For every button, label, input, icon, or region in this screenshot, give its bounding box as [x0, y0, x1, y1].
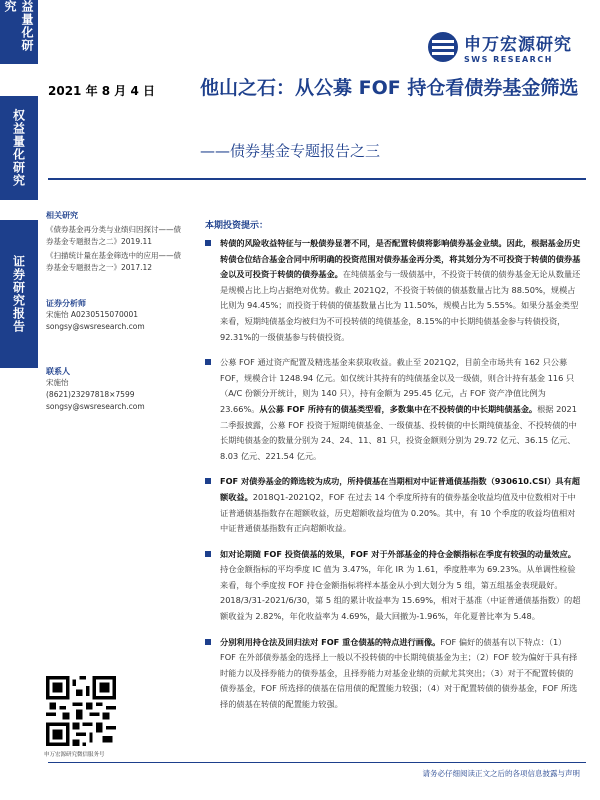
logo-text-cn: 申万宏源研究 — [464, 35, 572, 55]
bullet-text: 在纯债基金与一级债基中，不投资于转债的债券基金无论从数量还是规模占比上均占据绝对优势。截止 2021Q2，不投资于转债的债基数量占比为 88.50%，规模占比则为 94.45%；而投资于转债的债基数量占比为 11.50%，规模占比为 5.55%。如果分基金类型来看，短期纯债基金均被归为不可投转债的纯债基金，8.15%的中长期纯债基金参与转债投资，92.31%的一级债基参与转债投资。 — [220, 269, 581, 342]
bullet-square-icon — [205, 551, 211, 557]
report-subtitle: ——债券基金专题报告之三 — [200, 142, 381, 160]
report-date: 2021 年 8 月 4 日 — [48, 84, 155, 98]
bullet-text: 根据 2021 二季报披露，公募 FOF 投资于短期纯债基金、一级债基、投转债的中长期纯债基金、不投转债的中长期纯债基金的数量分别为 24、24、11、81 只，投资金额则分别为 29.72 亿元、36.15 亿元、8.03 亿元、221.54 亿元。 — [220, 403, 577, 461]
bullet-bold: FOF 对债券基金的筛选较为成功，所持债基在当期相对中证普通债基指数（930610.CSI）具有超额收益。 — [220, 476, 580, 502]
contact-email[interactable]: songsy@swsresearch.com — [46, 402, 145, 411]
contact-phone: (8621)23297818×7599 — [46, 390, 135, 399]
sidebar-tab-securities-report: 证券研究报告 — [0, 220, 38, 368]
list-item — [205, 547, 581, 625]
list-item — [205, 355, 581, 464]
qr-code-icon[interactable] — [46, 676, 116, 746]
sws-logo-icon — [428, 32, 458, 62]
bullet-text: 公募 FOF 通过资产配置及精选基金来获取收益。截止至 2021Q2，目前全市场共有 162 只公募 FOF，规模合计 1248.94 亿元。如仅统计其持有的纯债基金以及一级债，则合计持有基金 116 只（A/C 份额分开统计，则为 140 只），持有金额为 295.45 亿元，占 FOF 资产净值比例为 23.66%。 — [220, 357, 575, 414]
bullet-text: 持仓金额指标的平均季度 IC 值为 3.47%，年化 IR 为 1.61，季度胜率为 69.23%。从单调性检验来看，每个季度按 FOF 持仓金额指标将样本基金从小到大划分为 5 组，第五组基金表现最好。2018/3/31-2021/6/30，第 5 组的累计收益率为 15.69%，相对于基准（中证普通债基指数）的超额收益为 2.82%，年化收益率为 4.69%，最大回撤为-1.96%，年化夏普比率为 5.48。 — [220, 564, 581, 622]
contact-name: 宋施怡 — [46, 378, 69, 387]
bullet-square-icon — [205, 359, 211, 365]
keypoints-list — [205, 236, 581, 723]
bullet-square-icon — [205, 240, 211, 246]
footer-disclaimer: 请务必仔细阅读正文之后的各项信息披露与声明 — [422, 769, 580, 778]
related-item: 《债券基金再分类与业绩归因探讨——债券基金专题报告之二》2019.11 — [46, 225, 181, 246]
bullet-bold: 如对论期随 FOF 投资债基的效果，FOF 对于外部基金的持仓金额指标在季度有较强的动量效应。 — [220, 548, 576, 559]
report-title: 他山之石：从公募 FOF 持仓看债券基金筛选 — [200, 77, 579, 99]
bullet-bold: 转债的风险收益特征与一般债券显著不同，是否配置转债将影响债券基金业绩。因此，根据基金历史转债仓位结合基金合同中所明确的投资范围对债券基金再分类，将其划分为不可投资于转债的债券基金以及可投资于转债的债券基金。 — [220, 238, 581, 280]
sidebar-tab-quant-research-partial: 益量化研究 — [0, 0, 38, 64]
sws-logo — [428, 30, 572, 64]
bullet-bold: 分别利用持仓法及回归法对 FOF 重仓债基的特点进行画像。 — [220, 636, 441, 647]
list-item — [205, 236, 581, 345]
related-item: 《扫描统计量在基金筛选中的应用——债券基金专题报告之一》2017.12 — [46, 251, 181, 272]
list-item — [205, 635, 581, 713]
list-item — [205, 474, 581, 536]
bullet-text: 2018Q1-2021Q2，FOF 在过去 14 个季度所持有的债券基金收益均值及中位数相对于中证普通债基指数存在超额收益，历史超额收益均值为 0.20%。其中，有 10 个季度的收益均值相对中证普通债基指数有正向超额收益。 — [220, 491, 576, 534]
qr-caption: 申万宏源研究微信服务号 — [44, 752, 105, 758]
keypoints-title: 本期投资提示： — [205, 221, 269, 231]
bullet-text: FOF 偏好的债基有以下特点：（1）FOF 在外部债券基金的选择上一般以不投转债的中长期纯债基金为主；（2）FOF 较为偏好于具有择时能力以及择券能力的债券基金，且择券能力对基金业绩的贡献尤其突出；（3）对于不配置转债的债券基金，FOF 所选择的债基在信用债的配置能力较强；（4）对于配置转债的债券基金，FOF 所选择的债基在转债的配置能力较强。 — [220, 636, 578, 710]
contact-block — [46, 366, 186, 413]
analyst-block — [46, 298, 186, 333]
footer-rule — [48, 762, 586, 763]
related-research-heading: 相关研究 — [46, 211, 78, 220]
analyst-name: 宋施怡 A0230515070001 — [46, 310, 139, 319]
contact-heading: 联系人 — [46, 367, 70, 376]
related-research — [46, 210, 186, 274]
bullet-square-icon — [205, 639, 211, 645]
logo-text-en: SWS RESEARCH — [464, 55, 553, 64]
analyst-heading: 证券分析师 — [46, 299, 86, 308]
bullet-square-icon — [205, 478, 211, 484]
analyst-email[interactable]: songsy@swsresearch.com — [46, 322, 145, 331]
header-rule — [48, 178, 586, 180]
sidebar-tab-equity-quant-research: 权益量化研究 — [0, 96, 38, 200]
bullet-bold: 从公募 FOF 所持有的债基类型看，多数集中在不投转债的中长期纯债基金。 — [259, 403, 538, 414]
